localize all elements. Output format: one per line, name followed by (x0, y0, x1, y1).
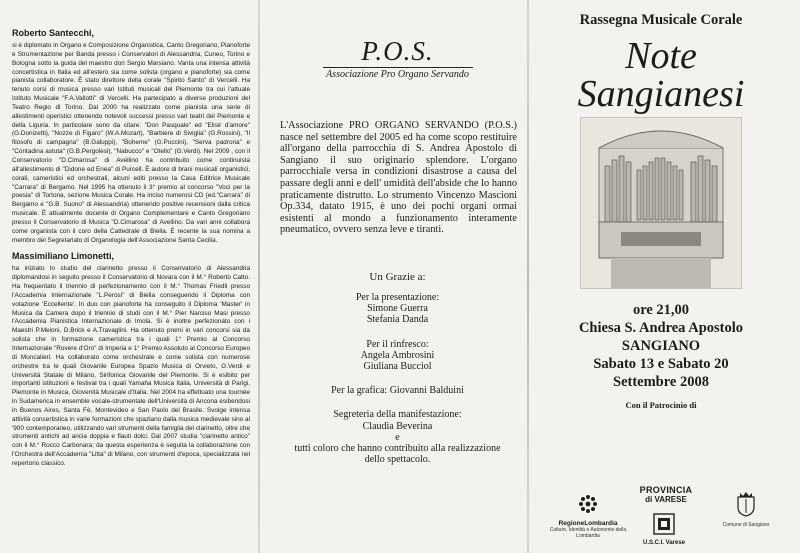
secretary-name: Claudia Beverina (362, 420, 433, 432)
organ-illustration (581, 118, 741, 288)
series-title: Rassegna Musicale Corale (579, 12, 743, 28)
patronage-label: Con il Patrocinio di (625, 400, 697, 410)
usci-name: U.S.C.I. Varese (642, 540, 686, 546)
sponsor-logos (530, 483, 792, 553)
event-venue: Chiesa S. Andrea Apostolo (578, 320, 744, 336)
biographies-panel (12, 28, 250, 548)
refreshment-name: Angela Ambrosini (360, 349, 435, 361)
logo-rule (323, 67, 473, 68)
main-title-line1: Note (625, 35, 697, 77)
regione-subtitle: Culture, Identità e Autonomie della Lombardia (549, 527, 627, 539)
event-dates: Sabato 13 e Sabato 20 (593, 356, 729, 372)
usci-emblem-icon (653, 513, 675, 535)
thanks-secretary (270, 409, 525, 465)
usci-varese-logo (636, 513, 692, 546)
secretary-label: Segreteria della manifestazione: (333, 409, 462, 421)
refreshment-label: Per il rinfresco: (366, 338, 429, 350)
fold-line-left (258, 0, 260, 553)
fold-line-right (527, 0, 529, 553)
thanks-refreshment (270, 339, 525, 373)
presentation-name: Simone Guerra (367, 303, 428, 315)
refreshment-name: Giuliana Bucciol (363, 360, 432, 372)
closing-prefix: e (395, 431, 400, 443)
bio-text-limonetti: ha iniziato lo studio del clarinetto presso il Conservatorio di Alessandria diplomandosi in seguito presso il Conservatorio di Novara con il M.° Roberto Catto. Ha frequentato il triennio di perfezionamento con il M.° Thomas Friedli presso l'Accademia Internazionale "L.Perosi" di Biella conseguendo il Diploma con votazione 'Eccellente'. In duo con pianoforte ha conseguito il Diploma 'Master' in Musica da Camera dopo il triennio di studi con il M.° Pier Narciso Masi presso l'Accademia Pianistica Internazionale di Imola. Si è inoltre perfezionato con i Maestri P.Meloni, D.Brick e A.Travaglini. Ha ottenuto premi in vari concorsi sia da solista che in formazione cameristica tra i quali 1° Premio al Concorso Internazionale "Rovere d'Oro" di Imperia e 1° Premio Assoluto al Concorso Europeo di Moncalieri. Ha collaborato come orchestrale e come solista con numerose orchestre tra le quali Giovanile Europea Spazio Musica di Orvieto, G.Verdi e Università Statale di Milano, Sinfonica Giovanile del Piemonte. Si è esibito per importanti istituzioni e festival tra i quali Yamaha Musica Italia, Università di Parigi, Piemonte in Musica, Giovenità Musicale d'Italia. Nel 2004 ha effettuato una tournée in Sudamerica in ensemble vocale-strumentale dell'Università di Ancona esibendosi in Buenos Aires, Santa Fè, Montevideo e San Paolo del Brasile. Svolge intensa attività concertistica in varie formazioni che spaziano dalla musica medievale sino al '900 contemporaneo, utilizzando vari strumenti della famiglia del clarinetto, oltre che strumenti antichi ad ancia doppia e flauti dolci. Dal 2007 studia "clarinetto antico" con il M.° Rocco Carbonara; da questa esperienza è seguita la collaborazione con l'Orchestra dell'Accademia "Litta" di Milano, con strumenti d'epoca, specializzata nel repertorio classico. (12, 265, 250, 467)
bio-text-santecchi: si è diplomato in Organo e Composizione Organistica, Canto Gregoriano, Pianoforte e Strumentazione per Banda presso i Conservatori di Alessandria, Cuneo, Torino e Bologna sotto la guida del maestro don Sergio Marsiano. Vanta una intensa attività concertistica in Italia ed all'estero sia come solista (organo e pianoforte) sia come pianista collaboratore. È stato direttore della corale "Spirito Santo" di Vercelli. Ha tenuto corsi di musica presso vari Istituti musicali del Piemonte tra cui l'attuale Istituto Musicale "F.A.Vallotti" di Vercelli. Ha partecipato a diverse produzioni del Teatro Regio di Torino. Dal 2000 ha realizzato come pianista una serie di allestimenti operistici ottenendo notevoli successi presso vari teatri del Piemonte e della Liguria. In particolare sono da citare: "Don Pasquale" ed "Elisir d'amore" (G.Donizetti), "Nozze di Figaro" (W.A.Mozart), "Barbiere di Siviglia" (G.Rossini), "Il filosofo di campagna" (B.Galuppi), "Boheme" (G.Puccini), "Serva padrona" e "Contadina astuta" (G.B.Pergolesi), "Nabucco" e "Otello" (G.Verdi). Nel 2009 , con il Conservatorio "D.Cimarosa" di Avellino ha contribuito come continuista all'allestimento di "Didone ed Enea" di Purcell. È autore di brani musicali organistici, corali, cameristici ed orchestrali, alcuni editi presso la Casa Editrice Musicale "Carrara" di Bergamo. Nel 1995 ha ottenuto il 3° premio al concorso "Voci per la poesia" di Tortona, sezione Musica Corale. Ha inciso numerosi CD (ed."Carrara" di Bergamo e "G.B. Suono" di Alessandria) ottenendo positive recensioni dalla critica musicale. È attualmente docente di Organo Complementare e Canto Gregoriano presso il Conservatorio di Musica "D.Cimarosa" di Avellino. Da vari anni collabora come organista con il coro della Cattedrale di Biella. È recente la sua nomina a membro del Segretariato di Organologia dell'Associazione Santa Cecilia. (12, 42, 250, 244)
comune-sangiano-logo (716, 491, 776, 528)
event-town: SANGIANO (621, 338, 701, 354)
event-time: ore 21,00 (632, 302, 690, 318)
main-title-line2: Sangianesi (577, 73, 745, 115)
presentation-name: Stefania Danda (366, 314, 429, 326)
thanks-presentation (270, 292, 525, 326)
thanks-graphics: Per la grafica: Giovanni Balduini (331, 385, 464, 397)
provincia-line2: di VARESE (645, 495, 687, 504)
regione-lombardia-logo (548, 493, 628, 539)
comune-name: Comune di Sangiano (722, 522, 770, 528)
presentation-label: Per la presentazione: (355, 291, 440, 303)
association-panel (270, 38, 525, 548)
bio-name-santecchi: Roberto Santecchi, (12, 28, 95, 38)
coat-of-arms-icon (735, 491, 757, 517)
provincia-line1: PROVINCIA (639, 485, 693, 495)
thanks-title: Un Grazie a: (369, 270, 426, 283)
bio-name-limonetti: Massimiliano Limonetti, (12, 251, 115, 262)
rose-icon (577, 493, 599, 515)
pos-logo: P.O.S. (361, 36, 434, 66)
provincia-varese-logo (630, 485, 702, 504)
association-description: L'Associazione PRO ORGANO SERVANDO (P.O.S.) nasce nel settembre del 2005 ed ha come scopo restituire all'organo della parrocchia di S. Andrea Apostolo di Sangiano il suo originario splendore. L'organo parrocchiale versa in condizioni disastrose a causa del passare degli anni e dell' umidità dell'abside che lo hanno praticamente distrutto. Lo strumento Vincenzo Mascioni Op.334, datato 1915, è uno dei pochi organi ormai esistenti al mondo a funzionamento interamente pneumatico, ovvero senza leve e tiranti. (280, 120, 517, 236)
regione-name: RegioneLombardia (558, 520, 618, 527)
pos-logo-subtitle: Associazione Pro Organo Servando (326, 69, 469, 80)
event-month-year: Settembre 2008 (613, 374, 709, 390)
cover-panel (530, 12, 792, 552)
organ-photo (580, 117, 742, 289)
closing-text: tutti coloro che hanno contribuito alla realizzazione dello spettacolo. (294, 442, 501, 466)
event-details (530, 301, 792, 391)
